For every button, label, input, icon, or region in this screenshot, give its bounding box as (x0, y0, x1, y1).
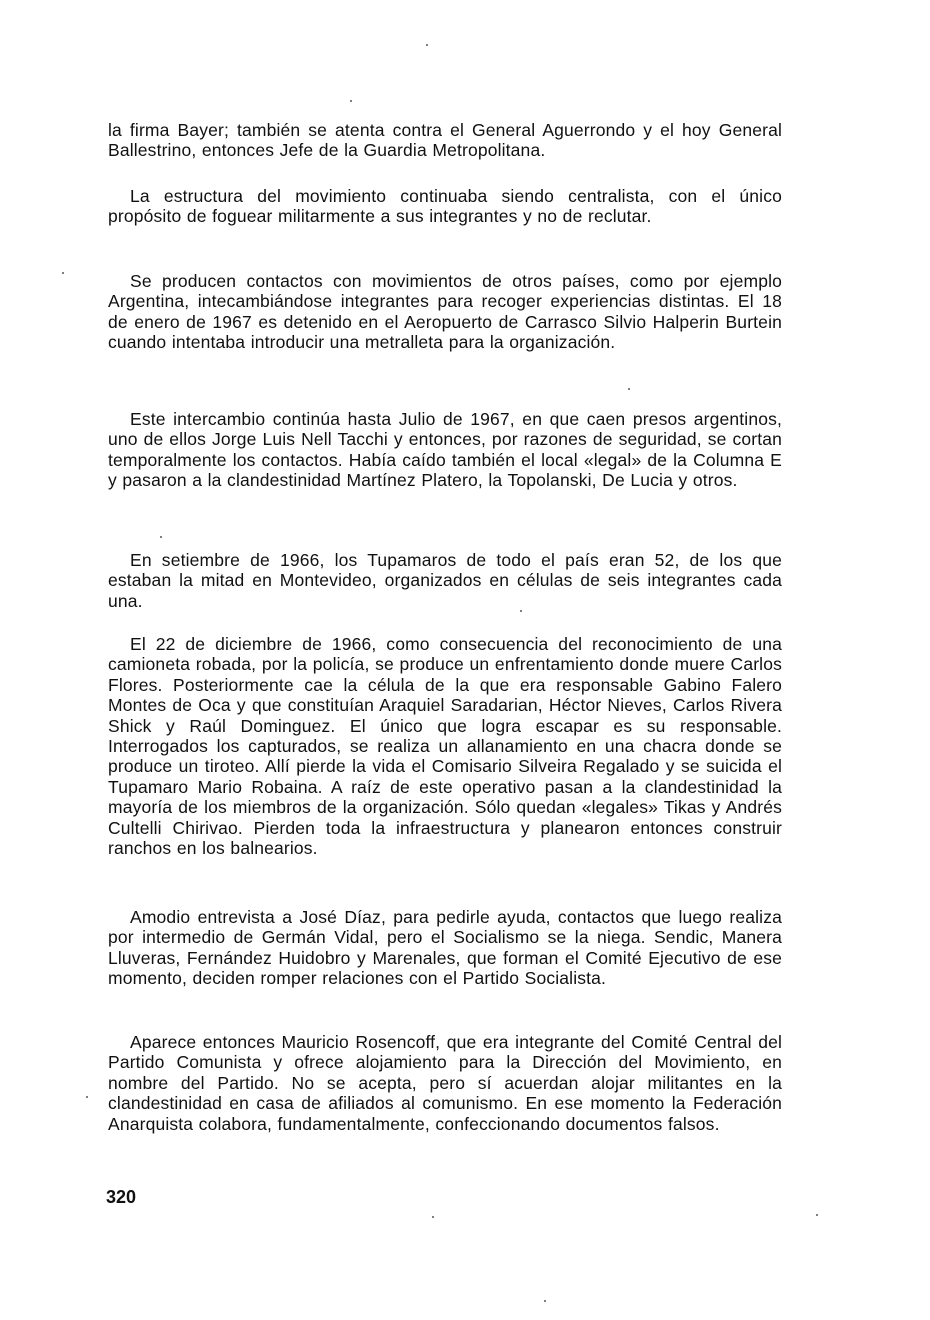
paragraph-8: Aparece entonces Mauricio Rosencoff, que era integrante del Comité Central del Partido Comunista y ofrece alojamiento para la Dirección del Movimiento, en nombre del Partido. No se acepta, pero sí acuerdan alojar militantes en la clandestinidad en casa de afiliados al comunismo. En ese momento la Federación Anarquista colabora, fundamentalmente, confeccionando documentos falsos. (108, 1032, 782, 1134)
scan-speck (544, 1300, 546, 1302)
paragraph-5: En setiembre de 1966, los Tupamaros de todo el país eran 52, de los que estaban la mitad en Montevideo, organizados en células de seis integrantes cada una. (108, 550, 782, 611)
paragraph-4: Este intercambio continúa hasta Julio de 1967, en que caen presos argentinos, uno de ellos Jorge Luis Nell Tacchi y entonces, por razones de seguridad, se cortan temporalmente los contactos. Había caído también el local «legal» de la Columna E y pasaron a la clandestinidad Martínez Platero, la Topolanski, De Lucia y otros. (108, 409, 782, 491)
scan-speck (520, 610, 522, 612)
scan-speck (816, 1214, 818, 1216)
paragraph-1: la firma Bayer; también se atenta contra el General Aguerrondo y el hoy General Ballestrino, entonces Jefe de la Guardia Metropolitana. (108, 120, 782, 161)
page-number: 320 (106, 1187, 137, 1207)
scan-speck (62, 272, 64, 274)
scan-speck (432, 1216, 434, 1218)
paragraph-7: Amodio entrevista a José Díaz, para pedirle ayuda, contactos que luego realiza por intermedio de Germán Vidal, pero el Socialismo se la niega. Sendic, Manera Lluveras, Fernández Huidobro y Marenales, que forman el Comité Ejecutivo de ese momento, deciden romper relaciones con el Partido Socialista. (108, 907, 782, 989)
scan-speck (628, 388, 630, 390)
paragraph-6: El 22 de diciembre de 1966, como consecuencia del reconocimiento de una camioneta robada, por la policía, se produce un enfrentamiento donde muere Carlos Flores. Posteriormente cae la célula de la que era responsable Gabino Falero Montes de Oca y que constituían Araquiel Saradarian, Héctor Nieves, Carlos Rivera Shick y Raúl Dominguez. El único que logra escapar es su responsable. Interrogados los capturados, se realiza un allanamiento en una chacra donde se produce un tiroteo. Allí pierde la vida el Comisario Silveira Regalado y se suicida el Tupamaro Mario Robaina. A raíz de este operativo pasan a la clandestinidad la mayoría de los miembros de la organización. Sólo quedan «legales» Tikas y Andrés Cultelli Chirivao. Pierden toda la infraestructura y planearon entonces construir ranchos en los balnearios. (108, 634, 782, 859)
paragraph-3: Se producen contactos con movimientos de otros países, como por ejemplo Argentina, intecambiándose integrantes para recoger experiencias distintas. El 18 de enero de 1967 es detenido en el Aeropuerto de Carrasco Silvio Halperin Burtein cuando intentaba introducir una metralleta para la organización. (108, 271, 782, 353)
scan-speck (86, 1096, 88, 1098)
scan-speck (160, 536, 162, 538)
scan-speck (350, 100, 352, 102)
paragraph-2: La estructura del movimiento continuaba siendo centralista, con el único propósito de foguear militarmente a sus integrantes y no de reclutar. (108, 186, 782, 227)
scan-speck (426, 44, 428, 46)
